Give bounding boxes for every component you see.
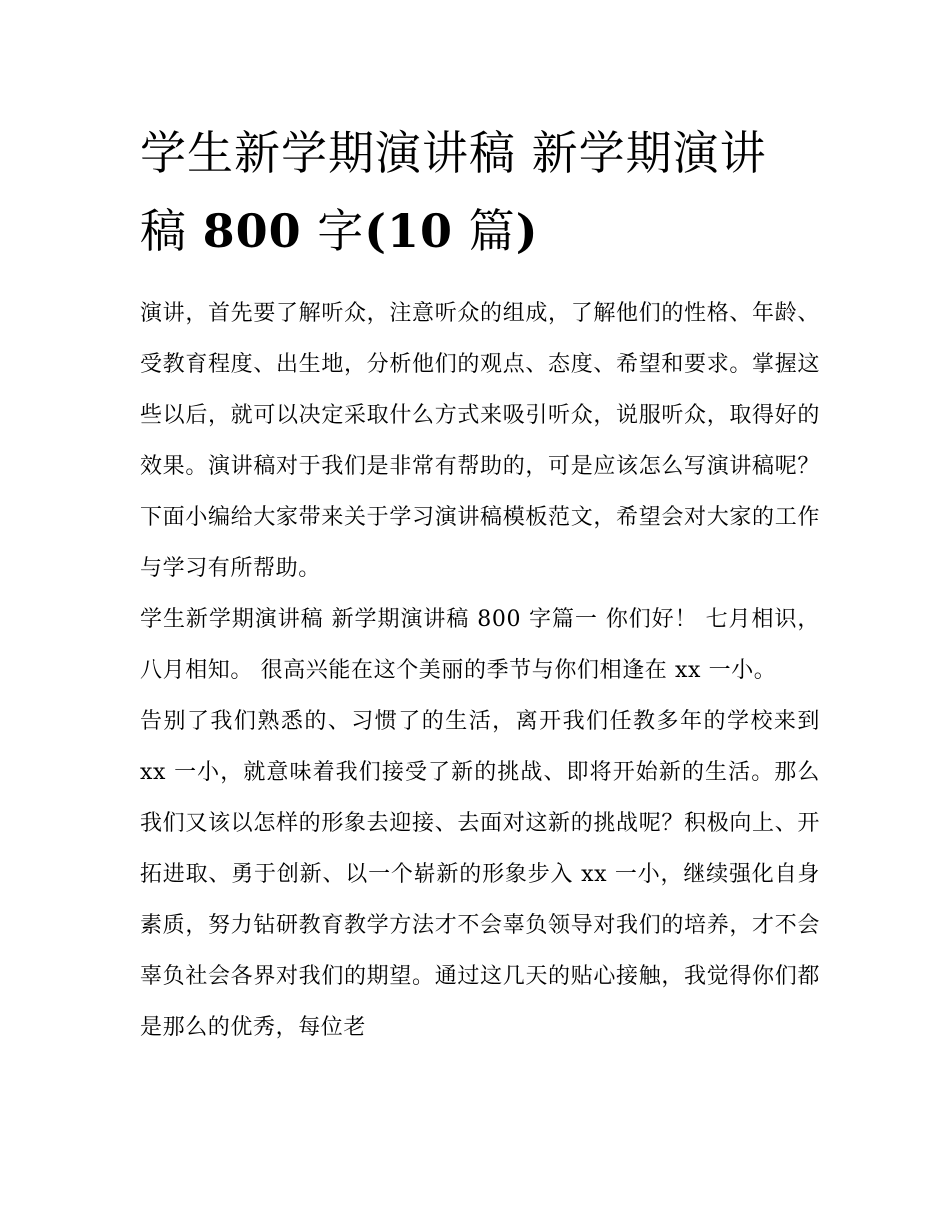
document-content xyxy=(140,114,820,1053)
paragraph-intro: 演讲，首先要了解听众，注意听众的组成，了解他们的性格、年龄、受教育程度、出生地，分析他们的观点、态度、希望和要求。掌握这些以后，就可以决定采取什么方式来吸引听众，说服听众，取得好的效果。演讲稿对于我们是非常有帮助的，可是应该怎么写演讲稿呢？下面小编给大家带来关于学习演讲稿模板范文，希望会对大家的工作与学习有所帮助。 xyxy=(140,301,820,581)
title-line-2-part-c: 字 xyxy=(301,204,365,258)
paragraph-speech-opening: 学生新学期演讲稿 新学期演讲稿 800 字篇一 你们好！ 七月相识，八月相知。 很高兴能在这个美丽的季节与你们相逢在 xx 一小。 xyxy=(140,607,820,683)
title-line-1: 学生新学期演讲稿 新学期演讲 xyxy=(140,126,767,180)
title-line-2-part-a: 稿 xyxy=(140,204,203,258)
paragraph-speech-body: 告别了我们熟悉的、习惯了的生活，离开我们任教多年的学校来到 xx 一小，就意味着我们接受了新的挑战、即将开始新的生活。那么我们又该以怎样的形象去迎接、去面对这新的挑战呢？积极向上、开拓进取、勇于创新、以一个崭新的形象步入 xx 一小，继续强化自身素质，努力钻研教育教学方法才不会辜负领导对我们的培养，才不会辜负社会各界对我们的期望。通过这几天的贴心接触，我觉得你们都是那么的优秀，每位老 xyxy=(140,709,820,1040)
title-line-2-part-f: ) xyxy=(515,204,539,258)
title-line-2-part-b: 800 xyxy=(202,204,302,258)
document-title xyxy=(140,114,820,270)
title-line-2-part-d: (10 xyxy=(364,204,454,258)
title-line-2-part-e: 篇 xyxy=(453,204,516,258)
